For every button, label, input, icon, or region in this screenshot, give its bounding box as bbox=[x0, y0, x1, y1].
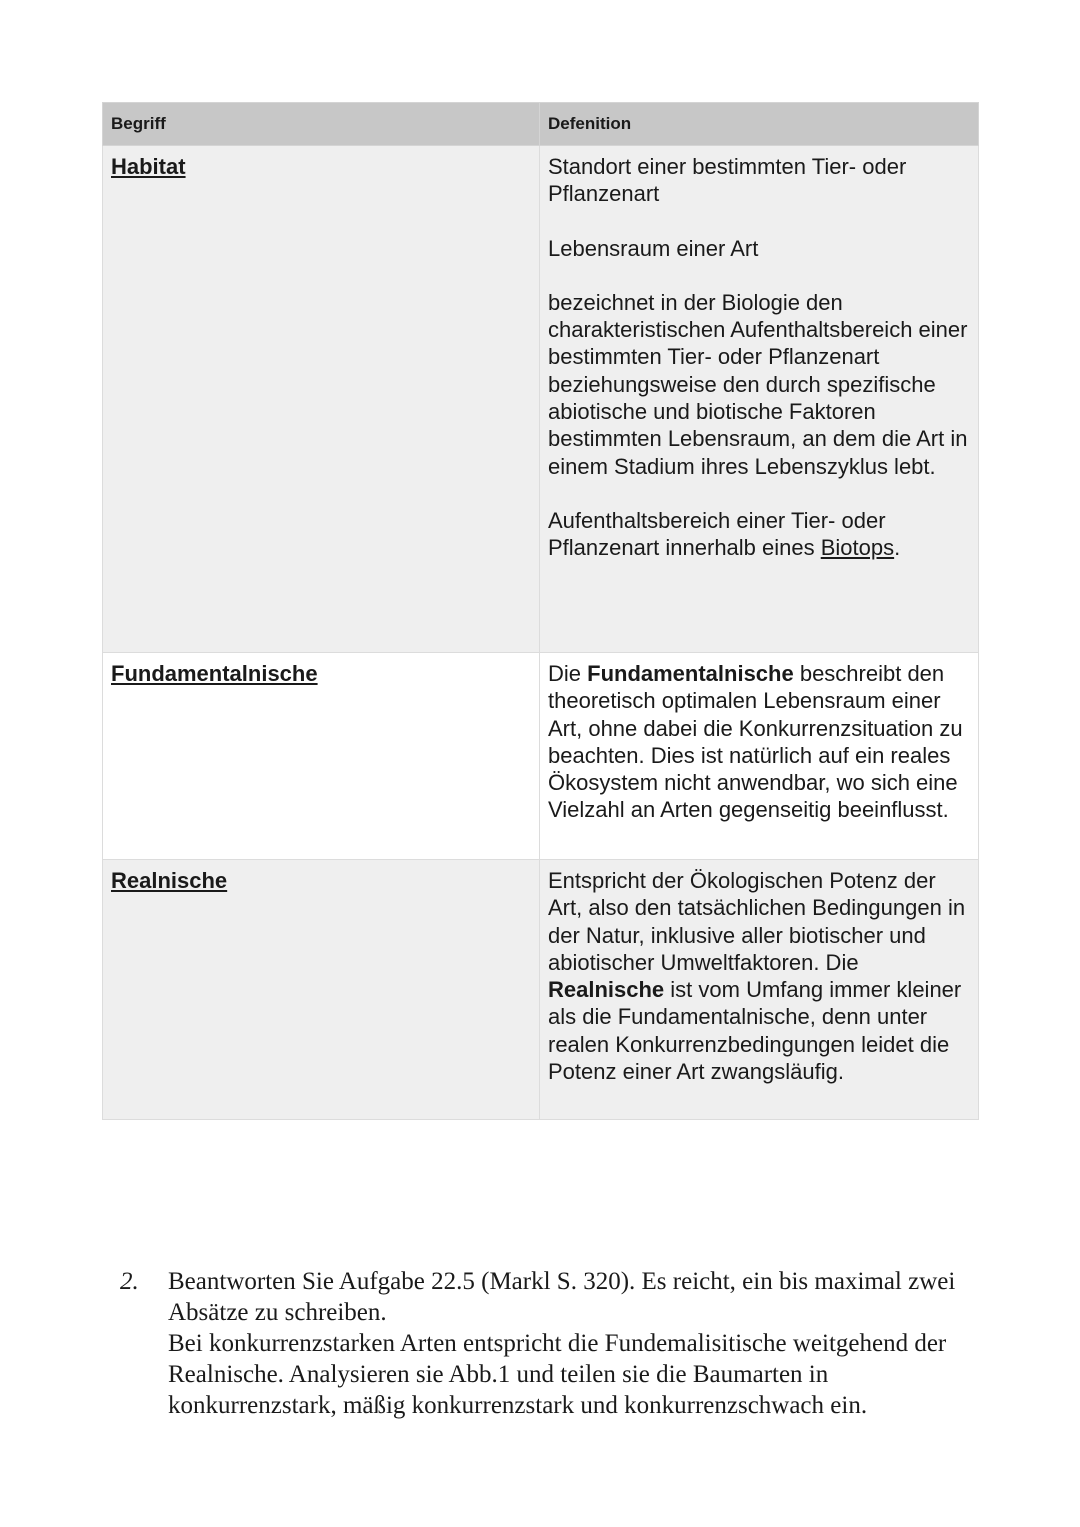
definition-paragraph: bezeichnet in der Biologie den charakteristischen Aufenthaltsbereich einer bestimmten Tier- oder Pflanzenart beziehungsweise den durch spezifische abiotische und biotische Faktoren bestimmten Lebensraum, an dem die Art in einem Stadium ihres Lebenszyklus lebt. bbox=[548, 289, 968, 479]
table-header-row bbox=[103, 103, 979, 146]
definition-habitat bbox=[540, 146, 979, 653]
term-fundamentalnische: Fundamentalnische bbox=[103, 653, 540, 860]
definition-paragraph bbox=[548, 507, 970, 562]
table-row bbox=[103, 146, 979, 653]
definition-bold-term: Fundamentalnische bbox=[587, 661, 794, 686]
term-realnische: Realnische bbox=[103, 860, 540, 1120]
term-habitat: Habitat bbox=[103, 146, 540, 653]
definitions-table bbox=[102, 102, 979, 1120]
header-term: Begriff bbox=[103, 103, 540, 146]
definition-text: Die bbox=[548, 661, 588, 686]
task-body bbox=[168, 1266, 990, 1421]
task-item bbox=[120, 1266, 990, 1421]
definition-text: ist vom Umfang immer kleiner als die Fundamentalnische, denn unter realen Konkurrenzbedingungen leidet die Potenz einer Art zwangsläufig. bbox=[548, 977, 962, 1085]
definition-text: beschreibt den theoretisch optimalen Lebensraum einer Art, ohne dabei die Konkurrenzsituation zu beachten. Dies ist natürlich auf ein reales Ökosystem nicht anwendbar, wo sich eine Vielzahl an Arten gegenseitig beeinflusst. bbox=[548, 661, 963, 823]
definition-paragraph: Standort einer bestimmten Tier- oder Pflanzenart bbox=[548, 154, 907, 207]
definition-paragraph: Lebensraum einer Art bbox=[548, 235, 759, 261]
task-answer: Bei konkurrenzstarken Arten entspricht die Fundemalisitische weitgehend der Realnische. Analysieren sie Abb.1 und teilen sie die Baumarten in konkurrenzstark, mäßig konkurrenzstark und konkurrenzschwach ein. bbox=[168, 1330, 947, 1419]
definition-text: . bbox=[894, 535, 901, 561]
table-row bbox=[103, 860, 979, 1120]
task-number: 2. bbox=[120, 1268, 139, 1295]
task-instruction: Beantworten Sie Aufgabe 22.5 (Markl S. 320). Es reicht, ein bis maximal zwei Absätze zu schreiben. bbox=[168, 1268, 956, 1326]
definition-realnische bbox=[540, 860, 979, 1120]
definition-bold-term: Realnische bbox=[548, 977, 665, 1003]
definition-text: Aufenthaltsbereich einer Tier- oder Pflanzenart innerhalb eines bbox=[548, 507, 886, 561]
definition-fundamentalnische bbox=[540, 653, 979, 860]
definition-text: Entspricht der Ökologischen Potenz der Art, also den tatsächlichen Bedingungen in der Natur, inklusive aller biotischer und abiotischer Umweltfaktoren. Die bbox=[548, 868, 966, 975]
header-definition: Defenition bbox=[540, 103, 979, 146]
biotops-link[interactable]: Biotops bbox=[820, 535, 895, 561]
table-row bbox=[103, 653, 979, 860]
